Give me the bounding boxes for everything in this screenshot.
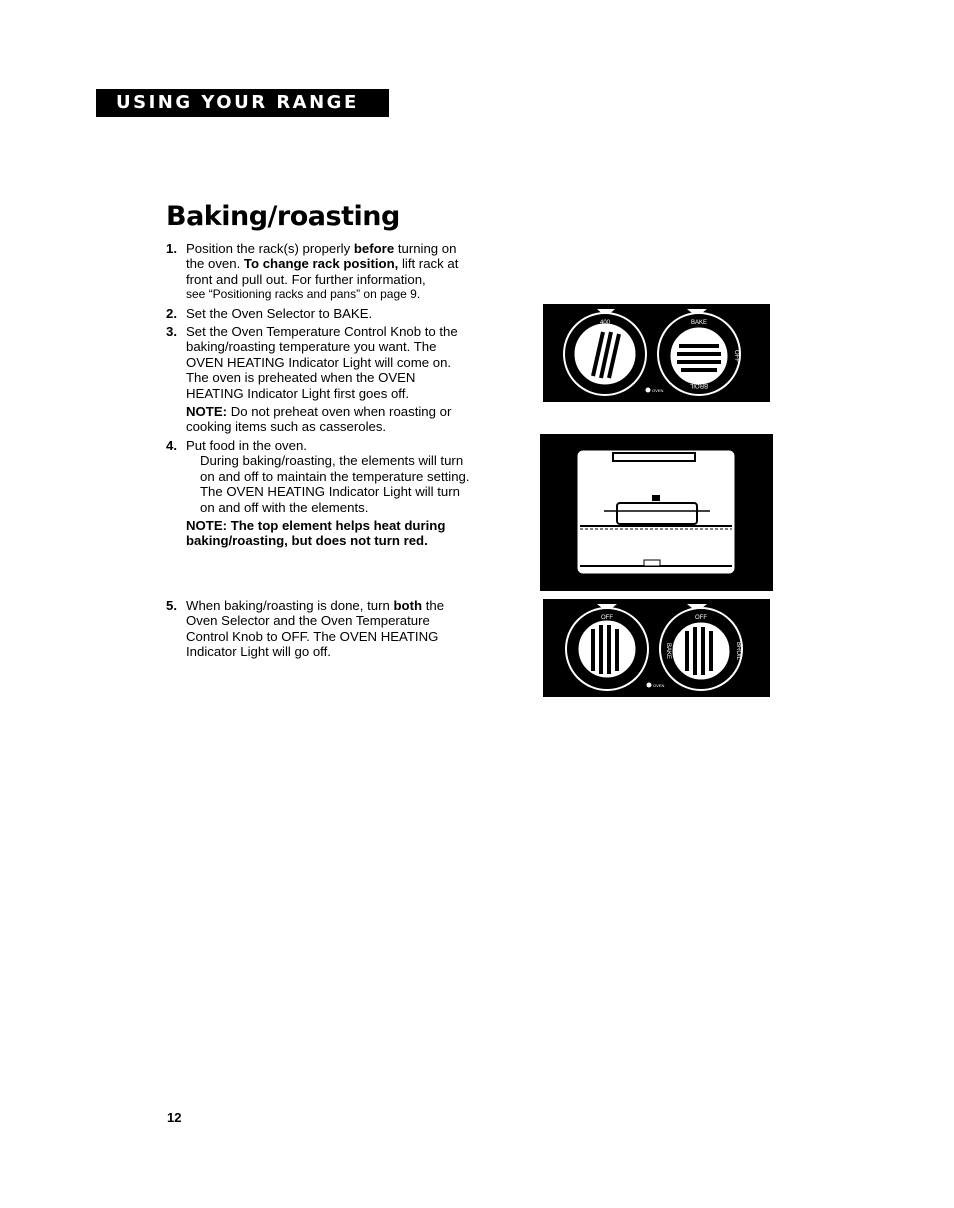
note-label: NOTE: (186, 517, 228, 533)
knob-label: BROIL (689, 382, 709, 388)
note-label: NOTE: (186, 404, 228, 420)
oven-interior-svg (540, 434, 773, 591)
indicator-light-icon (646, 388, 651, 393)
step-text: turning on the oven. (186, 241, 457, 272)
knobs-bake-illustration (543, 304, 770, 402)
step-text: Put food in the oven. (186, 437, 307, 453)
indicator-label: OVEN (653, 683, 665, 688)
casserole-dish (617, 503, 697, 524)
knob-label: BAKE (665, 642, 671, 660)
step-emphasis: To change rack position, (243, 256, 399, 272)
oven-interior-illustration (540, 434, 773, 591)
step-note (186, 404, 476, 435)
step-detail: During baking/roasting, the elements will turn on and off to maintain the temperature setting. The OVEN HEATING Indicator Light will turn on and off with the elements. (200, 453, 470, 515)
knobs-bake-svg (543, 304, 770, 402)
step-emphasis: before (353, 241, 395, 256)
instruction-steps (166, 241, 476, 552)
section-header-label: USING YOUR RANGE (116, 92, 359, 113)
knob-label: OFF (695, 615, 707, 621)
step-text: Position the rack(s) properly (186, 241, 354, 256)
step-text: Set the Oven Temperature Control Knob to the baking/roasting temperature you want. The OVEN HEATING Indicator Light will come on. The oven is preheated when the OVEN HEATING Indicator Light first goes off. (186, 324, 458, 401)
step-text: lift rack at front and pull out. For further information, (186, 256, 459, 287)
step-number: 5. (166, 598, 177, 613)
step-3 (166, 324, 476, 435)
note-text: Do not preheat oven when roasting or cooking items such as casseroles. (186, 404, 452, 435)
step-5 (166, 598, 476, 660)
step-2 (166, 306, 476, 321)
knobs-off-illustration (543, 599, 770, 697)
step-number: 2. (166, 305, 177, 321)
step-1 (166, 241, 476, 303)
step-4 (166, 438, 476, 549)
indicator-label: OVEN (652, 388, 664, 393)
instruction-steps-final (166, 598, 476, 663)
knobs-off-svg (543, 599, 770, 697)
knob-label: 400 (599, 320, 611, 326)
section-header-bar (96, 89, 389, 117)
note-text: The top element helps heat during baking/roasting, but does not turn red. (186, 517, 446, 549)
knob-label: BROIL (735, 641, 741, 661)
page-number: 12 (167, 1110, 182, 1125)
lid-handle (652, 495, 660, 501)
step-text: the Oven Selector and the Oven Temperature Control Knob to OFF. The OVEN HEATING Indicator Light will go off. (186, 598, 445, 660)
step-number: 4. (166, 437, 177, 453)
step-note (186, 518, 476, 549)
step-emphasis: both (393, 598, 423, 613)
knob-label: OFF (733, 350, 739, 362)
knob-label: OFF (601, 615, 613, 621)
step-text: When baking/roasting is done, turn (186, 598, 394, 613)
step-number: 3. (166, 324, 177, 340)
step-text: Set the Oven Selector to BAKE. (186, 305, 373, 321)
step-cross-reference: see “Positioning racks and pans” on page 9. (186, 287, 421, 302)
indicator-light-icon (647, 683, 652, 688)
knob-label: BAKE (690, 320, 708, 326)
page-title: Baking/roasting (166, 201, 400, 232)
step-number: 1. (166, 241, 177, 256)
